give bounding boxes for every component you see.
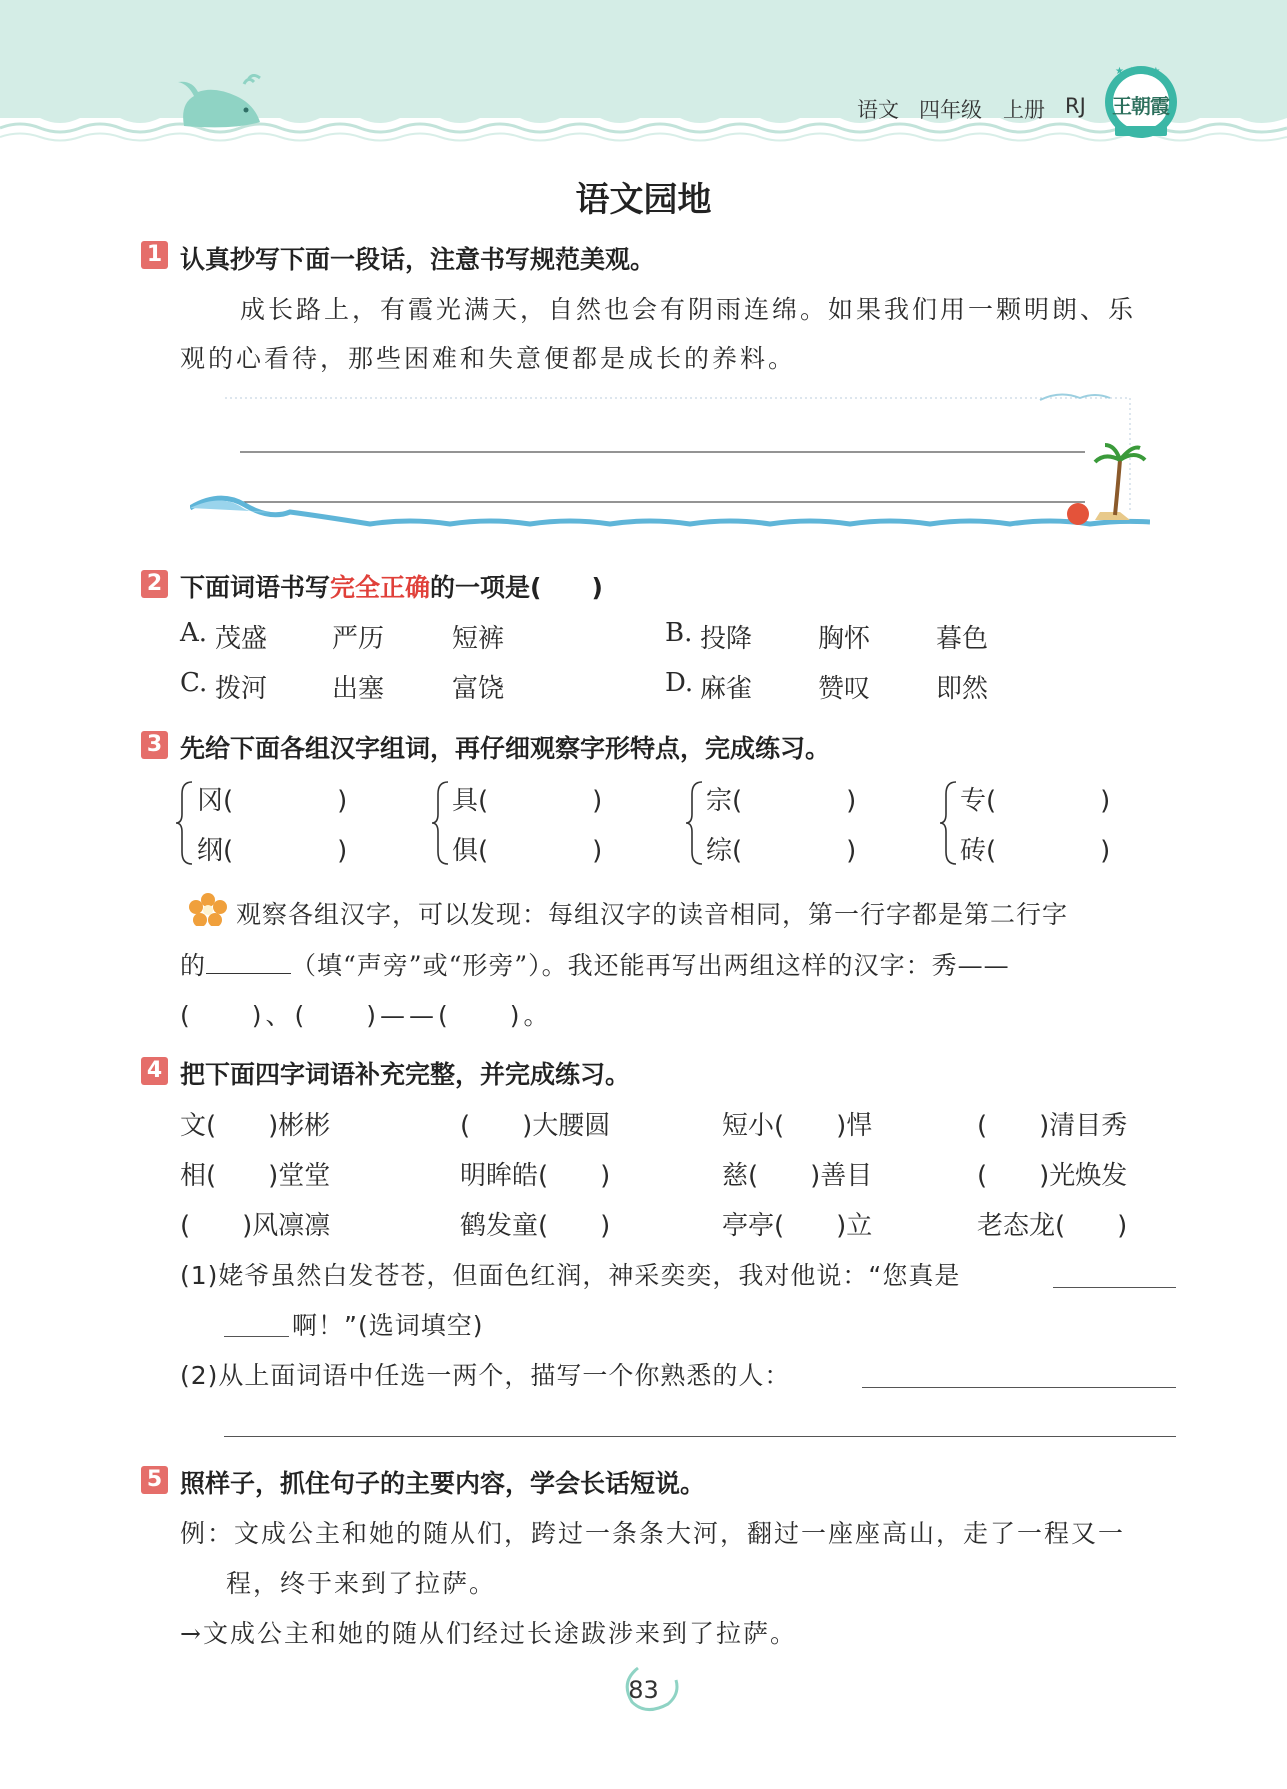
q3-group-2-top: 具( ) — [452, 786, 603, 816]
q4-sub-1-line-1: (1)姥爷虽然白发苍苍，但面色红润，神采奕奕，我对他说：“您真是 — [180, 1261, 961, 1290]
option-c-word: 拨河 — [215, 674, 268, 704]
option-b-letter[interactable]: B. — [665, 618, 693, 648]
question-3-prompt: 先给下面各组汉字组词，再仔细观察字形特点，完成练习。 — [180, 734, 831, 763]
option-c-letter[interactable]: C. — [180, 668, 208, 698]
q3-group-1-bottom: 纲( ) — [197, 836, 348, 866]
page-title: 语文园地 — [575, 180, 712, 220]
idiom-item[interactable]: 亭亭( )立 — [722, 1211, 873, 1241]
svg-text:★ ★ ★ ★: ★ ★ ★ ★ — [1115, 66, 1161, 77]
question-number-3: 3 — [141, 731, 168, 759]
question-number-5: 5 — [141, 1466, 168, 1494]
flower-icon — [188, 892, 228, 926]
brace-icon — [432, 780, 452, 866]
q3-observe-line-2: 的 （填“声旁”或“形旁”）。我还能再写出两组这样的汉字：秀—— — [180, 951, 1010, 980]
option-a-word: 短裤 — [452, 624, 505, 654]
idiom-item[interactable]: 短小( )悍 — [722, 1111, 873, 1141]
option-b-word: 胸怀 — [818, 624, 871, 654]
idiom-item[interactable]: 文( )彬彬 — [180, 1111, 331, 1141]
q3-observe-line-1: 观察各组汉字，可以发现：每组汉字的读音相同，第一行字都是第二行字 — [236, 900, 1069, 929]
header-edition: RJ — [1065, 94, 1086, 118]
brace-icon — [176, 780, 196, 866]
option-a-word: 严历 — [332, 624, 385, 654]
idiom-item[interactable]: 慈( )善目 — [722, 1161, 873, 1191]
option-a-letter[interactable]: A. — [180, 618, 208, 648]
option-b-word: 暮色 — [936, 624, 989, 654]
q5-example-line-1: 例：文成公主和她的随从们，跨过一条条大河，翻过一座座高山，走了一程又一 — [180, 1519, 1126, 1548]
highlight-text: 完全正确 — [330, 573, 431, 602]
brace-icon — [940, 780, 960, 866]
option-d-letter[interactable]: D. — [665, 668, 694, 698]
q3-group-1-top: 冈( ) — [197, 786, 348, 816]
question-4-prompt: 把下面四字词语补充完整，并完成练习。 — [180, 1060, 631, 1089]
option-b-word: 投降 — [700, 624, 753, 654]
answer-line[interactable] — [224, 1436, 1176, 1437]
option-a-word: 茂盛 — [215, 624, 268, 654]
answer-line[interactable] — [224, 1336, 289, 1337]
whale-icon — [174, 74, 274, 134]
idiom-item[interactable]: ( )风凛凛 — [180, 1211, 331, 1241]
option-d-word: 麻雀 — [700, 674, 753, 704]
q1-passage-line-2: 观的心看待，那些困难和失意便都是成长的养料。 — [180, 344, 797, 373]
q4-sub-1-line-2: 啊！”(选词填空) — [292, 1311, 484, 1340]
option-d-word: 即然 — [936, 674, 989, 704]
q3-group-3-top: 宗( ) — [706, 786, 857, 816]
q4-sub-2: (2)从上面词语中任选一两个，描写一个你熟悉的人： — [180, 1361, 791, 1390]
question-number-2: 2 — [141, 570, 168, 598]
writing-box[interactable] — [190, 390, 1150, 540]
question-number-4: 4 — [141, 1057, 168, 1085]
header-grade: 四年级 — [919, 98, 982, 122]
q5-example-line-2: 程，终于来到了拉萨。 — [226, 1569, 497, 1598]
idiom-item[interactable]: ( )大腰圆 — [460, 1111, 611, 1141]
idiom-item[interactable]: ( )清目秀 — [977, 1111, 1128, 1141]
logo-text: 王朝霞 — [1112, 94, 1169, 118]
option-c-word: 出塞 — [332, 674, 385, 704]
header-volume: 上册 — [1003, 98, 1045, 122]
idiom-item[interactable]: 老态龙( ) — [977, 1211, 1128, 1241]
option-d-word: 赞叹 — [818, 674, 871, 704]
idiom-item[interactable]: ( )光焕发 — [977, 1161, 1128, 1191]
q3-group-4-bottom: 砖( ) — [960, 836, 1111, 866]
question-number-1: 1 — [141, 241, 168, 269]
q3-observe-line-3: ( )、( )——( )。 — [180, 1001, 553, 1030]
answer-line[interactable] — [862, 1387, 1176, 1388]
q3-group-4-top: 专( ) — [960, 786, 1111, 816]
question-5-prompt: 照样子，抓住句子的主要内容，学会长话短说。 — [180, 1469, 706, 1498]
page-number: 83 — [628, 1676, 659, 1704]
question-2-prompt: 下面词语书写完全正确的一项是( ) — [180, 573, 603, 602]
question-1-prompt: 认真抄写下面一段话，注意书写规范美观。 — [180, 245, 656, 274]
idiom-item[interactable]: 明眸皓( ) — [460, 1161, 611, 1191]
q3-group-3-bottom: 综( ) — [706, 836, 857, 866]
header-subject: 语文 — [857, 98, 899, 122]
brace-icon — [686, 780, 706, 866]
answer-line[interactable] — [1053, 1287, 1176, 1288]
idiom-item[interactable]: 鹤发童( ) — [460, 1211, 611, 1241]
option-c-word: 富饶 — [452, 674, 505, 704]
idiom-item[interactable]: 相( )堂堂 — [180, 1161, 331, 1191]
q1-passage-line-1: 成长路上，有霞光满天，自然也会有阴雨连绵。如果我们用一颗明朗、乐 — [240, 295, 1137, 324]
brand-logo — [1101, 60, 1181, 140]
answer-blank[interactable] — [206, 973, 291, 974]
q5-example-answer: →文成公主和她的随从们经过长途跋涉来到了拉萨。 — [180, 1619, 797, 1648]
q3-group-2-bottom: 俱( ) — [452, 836, 603, 866]
